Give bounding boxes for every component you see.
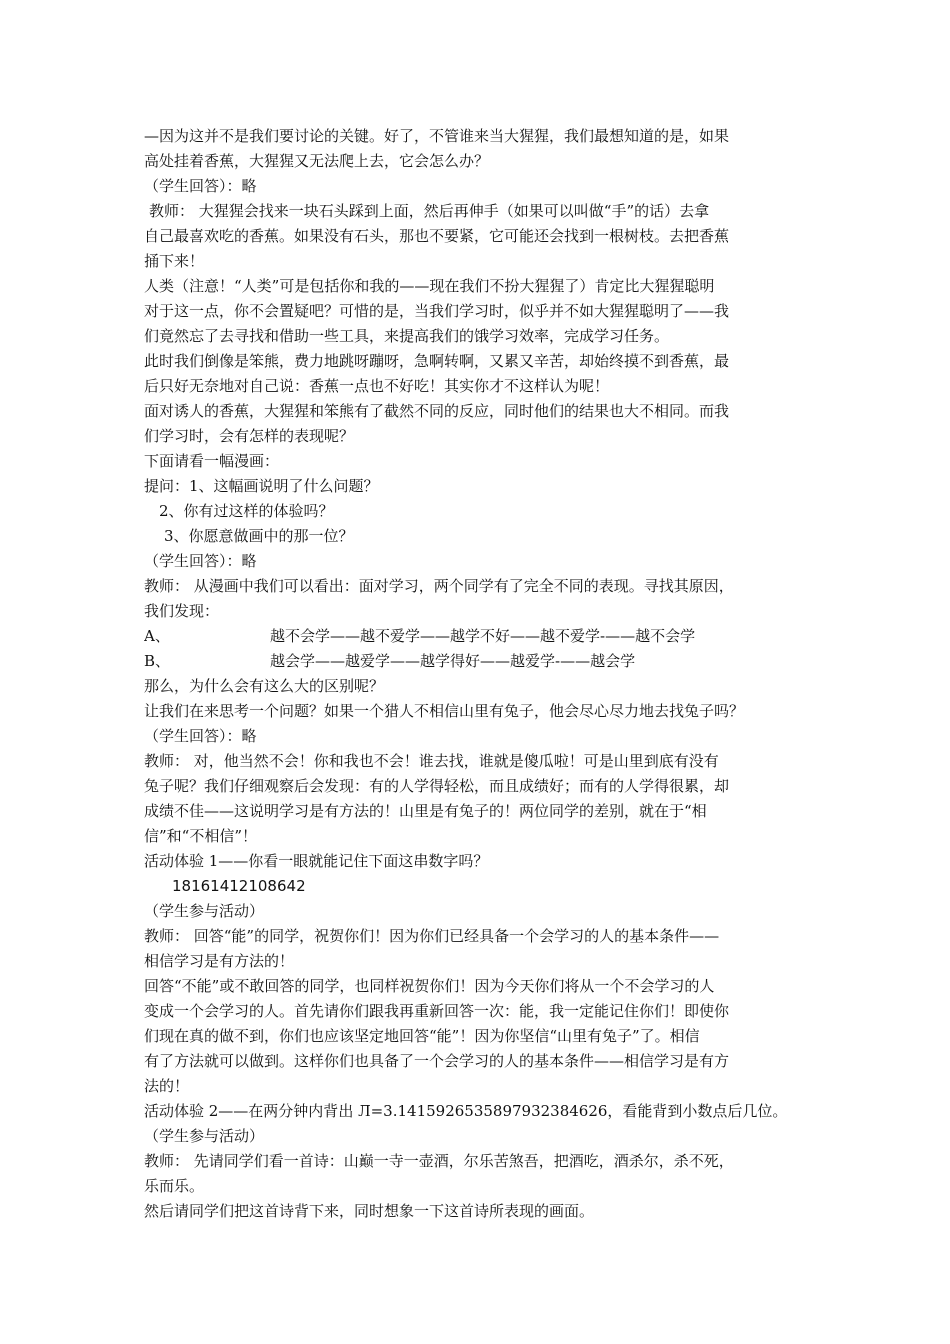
paragraph-line: 下面请看一幅漫画：: [144, 452, 280, 470]
paragraph-line: 成绩不佳——这说明学习是有方法的！山里是有兔子的！两位同学的差别，就在于“相: [144, 802, 707, 820]
teacher-line: 教师： 从漫画中我们可以看出：面对学习，两个同学有了完全不同的表现。寻找其原因，: [144, 577, 734, 595]
student-activity: （学生参与活动）: [144, 1127, 265, 1145]
comparison-text: 越会学——越爱学——越学得好——越爱学-——越会学: [270, 652, 636, 670]
teacher-line: 教师： 大猩猩会找来一块石头踩到上面，然后再伸手（如果可以叫做“手”的话）去拿: [149, 202, 710, 220]
teacher-line: 教师： 先请同学们看一首诗：山巅一寺一壶酒，尔乐苦煞吾，把酒吃，酒杀尔，杀不死，: [144, 1152, 734, 1170]
comparison-text: 越不会学——越不爱学——越学不好——越不爱学-——越不会学: [270, 627, 696, 645]
paragraph-line: 们现在真的做不到，你们也应该坚定地回答“能”！因为你坚信“山里有兔子”了。相信: [144, 1027, 700, 1045]
paragraph-line: 高处挂着香蕉，大猩猩又无法爬上去，它会怎么办？: [144, 152, 490, 170]
paragraph-line: 人类（注意！“人类”可是包括你和我的——现在我们不扮大猩猩了）肯定比大猩猩聪明: [144, 277, 715, 295]
paragraph-line: —因为这并不是我们要讨论的关键。好了，不管谁来当大猩猩，我们最想知道的是，如果: [144, 127, 730, 145]
paragraph-line: 此时我们倒像是笨熊，费力地跳呀蹦呀，急啊转啊，又累又辛苦，却始终摸不到香蕉，最: [144, 352, 730, 370]
comparison-label: B、: [144, 652, 171, 670]
paragraph-line: 们竟然忘了去寻找和借助一些工具，来提高我们的饿学习效率，完成学习任务。: [144, 327, 670, 345]
student-activity: （学生参与活动）: [144, 902, 265, 920]
paragraph-line: 我们发现：: [144, 602, 220, 620]
question-line: 提问：1、这幅画说明了什么问题？: [144, 477, 379, 495]
paragraph-line: 自己最喜欢吃的香蕉。如果没有石头，那也不要紧，它可能还会找到一根树枝。去把香蕉: [144, 227, 730, 245]
paragraph-line: 乐而乐。: [144, 1177, 205, 1195]
paragraph-line: 捅下来！: [144, 252, 205, 270]
student-answer: （学生回答）：略: [144, 552, 257, 570]
paragraph-line: 信”和“不相信”！: [144, 827, 258, 845]
paragraph-line: 那么，为什么会有这么大的区别呢？: [144, 677, 385, 695]
teacher-line: 教师： 回答“能”的同学，祝贺你们！因为你们已经具备一个会学习的人的基本条件——: [144, 927, 720, 945]
comparison-row-a: [144, 624, 812, 649]
number-sequence: 18161412108642: [172, 877, 306, 895]
paragraph-line: 兔子呢？我们仔细观察后会发现：有的人学得轻松，而且成绩好；而有的人学得很累，却: [144, 777, 730, 795]
comparison-label: A、: [144, 627, 170, 645]
activity-title: 活动体验 1——你看一眼就能记住下面这串数字吗？: [144, 852, 489, 870]
paragraph-line: 相信学习是有方法的！: [144, 952, 295, 970]
paragraph-line: 让我们在来思考一个问题？如果一个猎人不相信山里有兔子，他会尽心尽力地去找兔子吗？: [144, 702, 745, 720]
activity-title: 活动体验 2——在两分钟内背出 Л=3.1415926535897932384626，看能背到小数点后几位。: [144, 1102, 788, 1120]
student-answer: （学生回答）：略: [144, 727, 257, 745]
question-line: 3、你愿意做画中的那一位？: [164, 527, 354, 545]
paragraph-line: 回答“不能”或不敢回答的同学，也同样祝贺你们！因为今天你们将从一个不会学习的人: [144, 977, 715, 995]
question-line: 2、你有过这样的体验吗？: [159, 502, 334, 520]
paragraph-line: 后只好无奈地对自己说：香蕉一点也不好吃！其实你才不这样认为呢！: [144, 377, 610, 395]
document-body: [144, 124, 812, 1224]
comparison-row-b: [144, 649, 812, 674]
paragraph-line: 法的！: [144, 1077, 190, 1095]
paragraph-line: 然后请同学们把这首诗背下来，同时想象一下这首诗所表现的画面。: [144, 1202, 595, 1220]
paragraph-line: 们学习时，会有怎样的表现呢？: [144, 427, 355, 445]
paragraph-line: 有了方法就可以做到。这样你们也具备了一个会学习的人的基本条件——相信学习是有方: [144, 1052, 730, 1070]
teacher-line: 教师： 对，他当然不会！你和我也不会！谁去找，谁就是傻瓜啦！可是山里到底有没有: [144, 752, 719, 770]
paragraph-line: 对于这一点，你不会置疑吧？可惜的是，当我们学习时，似乎并不如大猩猩聪明了——我: [144, 302, 730, 320]
student-answer: （学生回答）：略: [144, 177, 257, 195]
paragraph-line: 变成一个会学习的人。首先请你们跟我再重新回答一次：能，我一定能记住你们！即使你: [144, 1002, 730, 1020]
paragraph-line: 面对诱人的香蕉，大猩猩和笨熊有了截然不同的反应，同时他们的结果也大不相同。而我: [144, 402, 730, 420]
